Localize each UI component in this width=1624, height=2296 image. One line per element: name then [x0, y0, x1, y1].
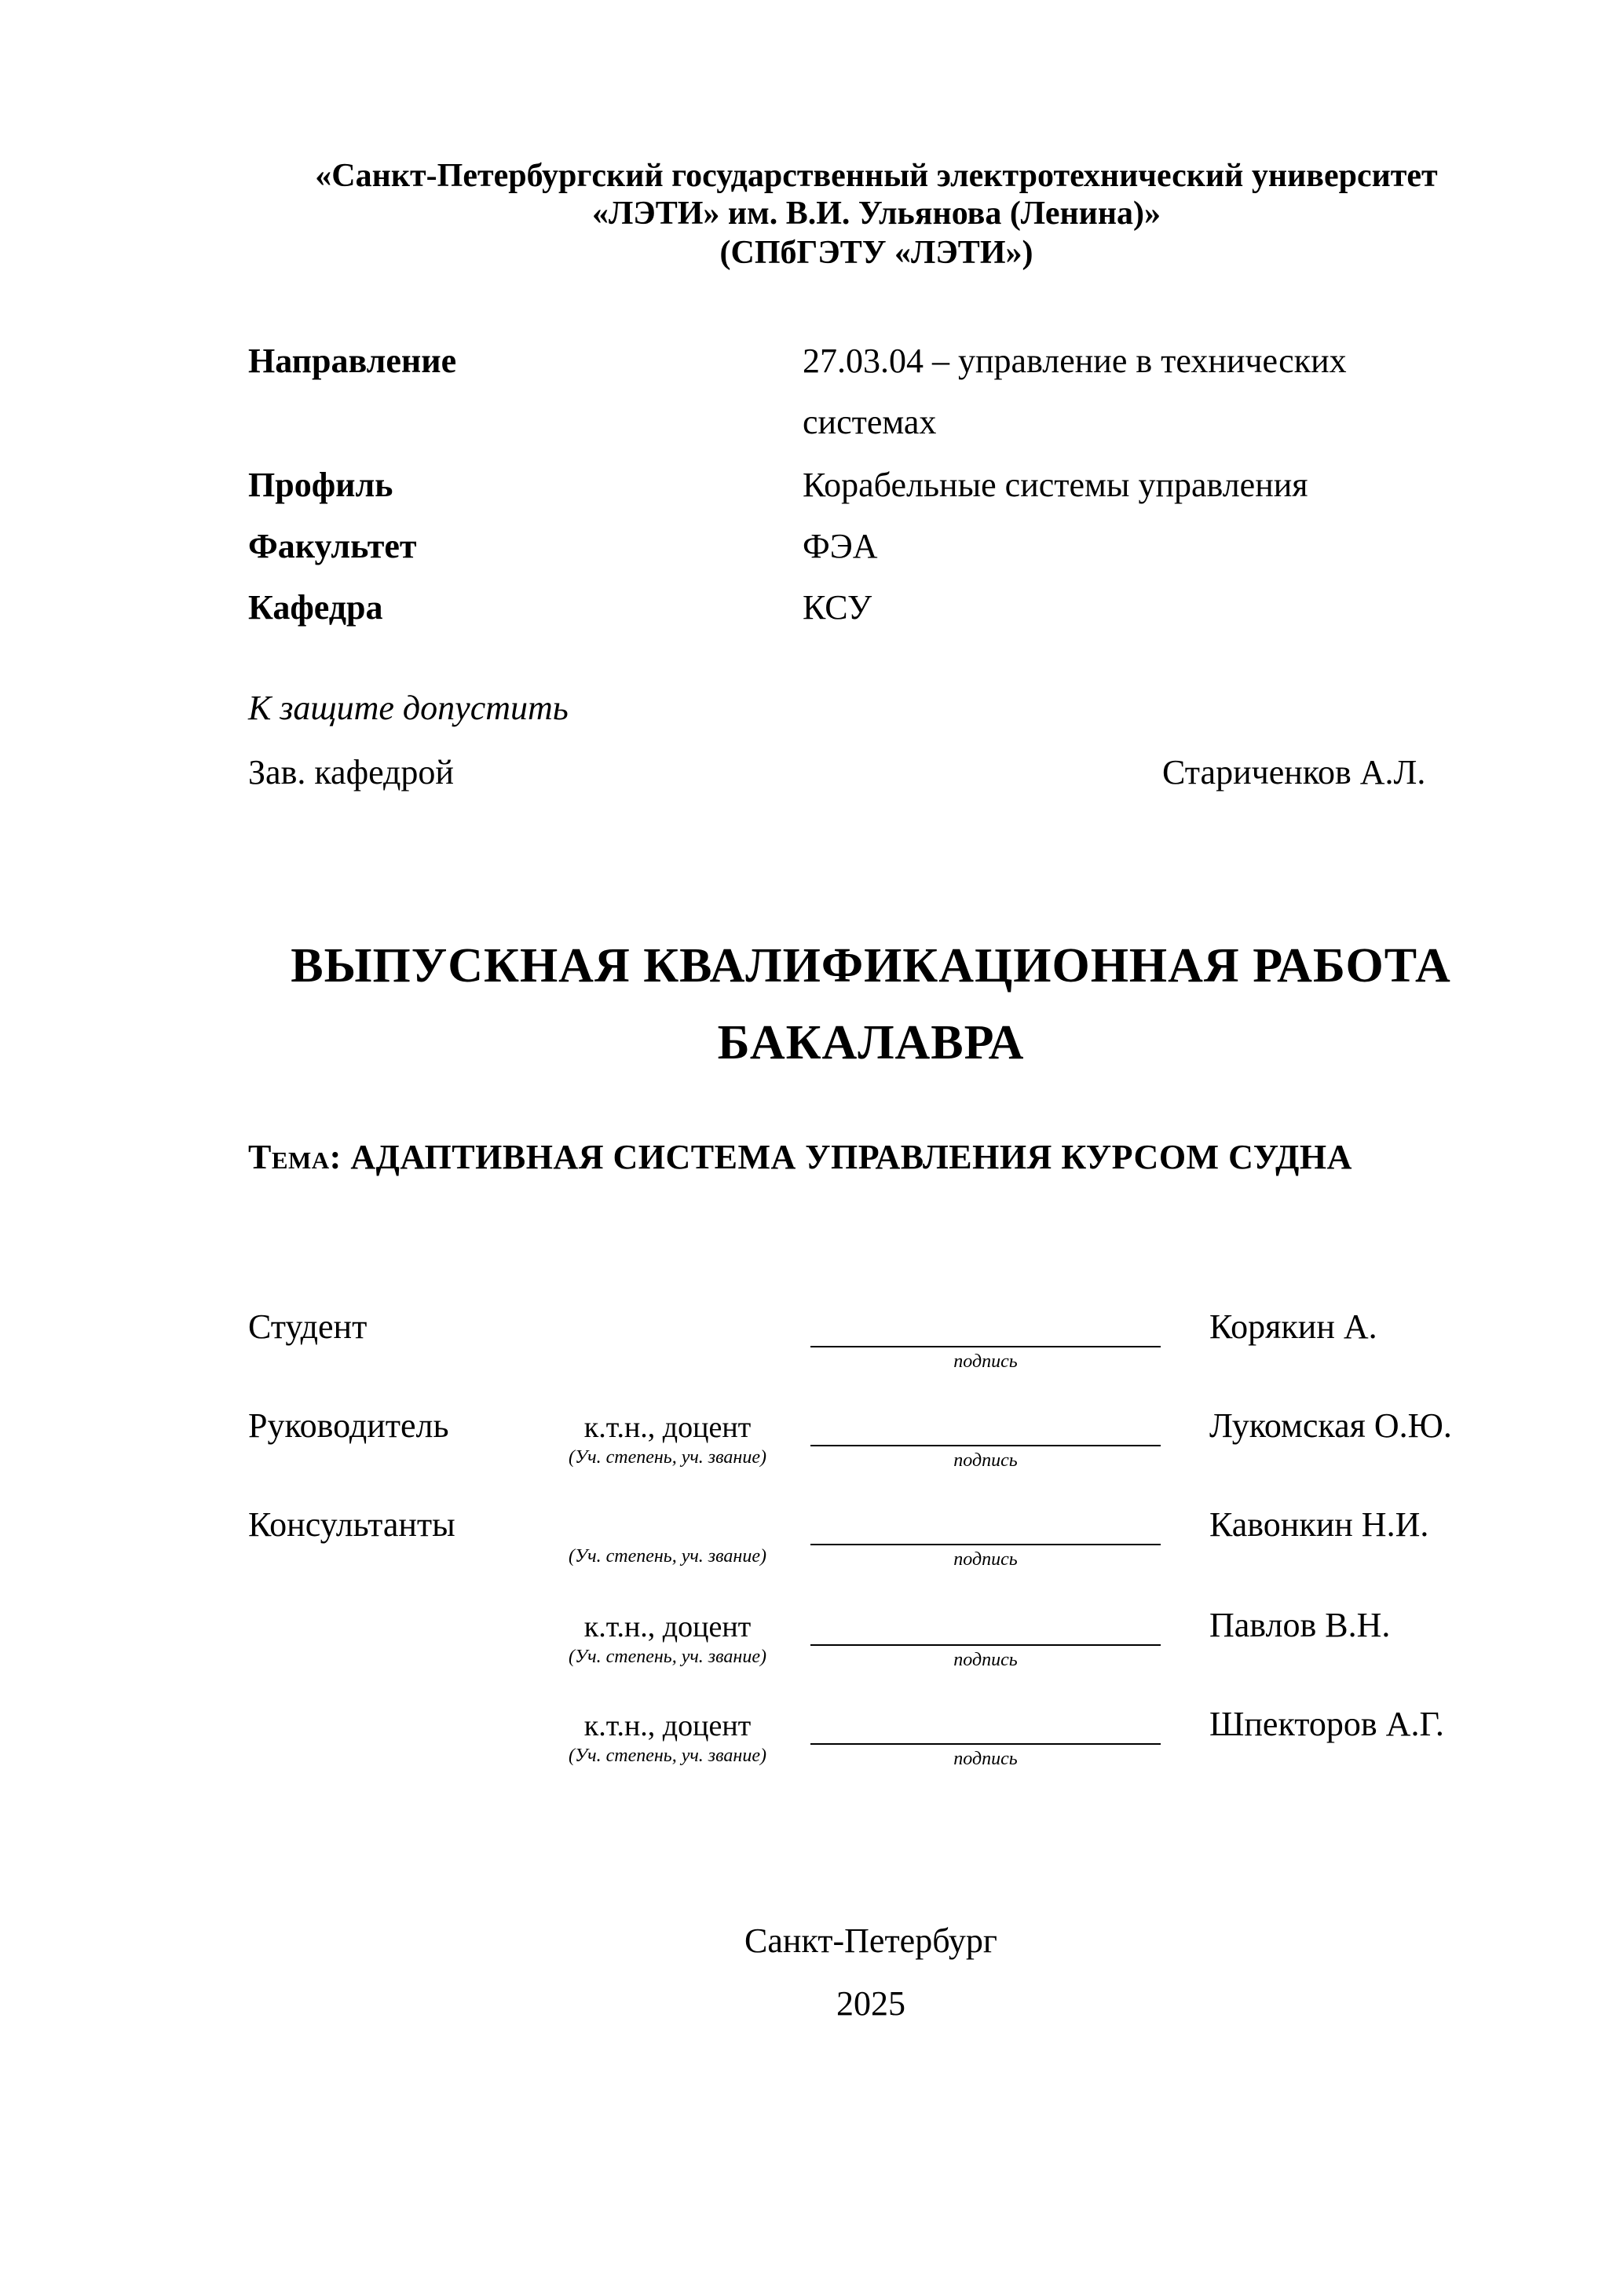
department-value: КСУ — [803, 588, 872, 627]
consultant3-signature-line — [810, 1743, 1161, 1745]
department-label: Кафедра — [248, 588, 383, 627]
consultant1-name: Кавонкин Н.И. — [1209, 1505, 1429, 1544]
supervisor-signature-caption: подпись — [953, 1450, 1018, 1471]
consultant3-degree-caption: (Уч. степень, уч. звание) — [569, 1746, 766, 1766]
head-of-department-label: Зав. кафедрой — [248, 753, 454, 792]
topic-label: Тема: — [248, 1138, 342, 1176]
student-signature-line — [810, 1346, 1161, 1347]
topic-text: АДАПТИВНАЯ СИСТЕМА УПРАВЛЕНИЯ КУРСОМ СУДНА — [350, 1138, 1352, 1176]
faculty-value: ФЭА — [803, 527, 878, 565]
student-name: Корякин А. — [1209, 1307, 1377, 1346]
supervisor-name: Лукомская О.Ю. — [1209, 1406, 1452, 1445]
consultant2-degree-caption: (Уч. степень, уч. звание) — [569, 1647, 766, 1667]
student-label: Студент — [248, 1307, 368, 1346]
admission-heading: К защите допустить — [248, 689, 569, 727]
direction-value-line2: системах — [803, 403, 937, 441]
topic-line — [248, 1137, 1352, 1178]
direction-label: Направление — [248, 342, 457, 380]
student-signature-caption: подпись — [953, 1351, 1018, 1372]
year: 2025 — [836, 1984, 905, 2023]
profile-label: Профиль — [248, 466, 393, 504]
consultant1-signature-caption: подпись — [953, 1549, 1018, 1570]
consultant1-degree-caption: (Уч. степень, уч. звание) — [569, 1546, 766, 1567]
direction-value-line1: 27.03.04 – управление в технических — [803, 342, 1347, 380]
consultant2-signature-line — [810, 1644, 1161, 1646]
work-title-line2: БАКАЛАВРА — [717, 1016, 1025, 1069]
profile-value: Корабельные системы управления — [803, 466, 1308, 504]
consultants-label: Консультанты — [248, 1505, 455, 1544]
supervisor-label: Руководитель — [248, 1406, 449, 1445]
supervisor-degree-caption: (Уч. степень, уч. звание) — [569, 1447, 766, 1468]
faculty-label: Факультет — [248, 527, 417, 565]
work-title-line1: ВЫПУСКНАЯ КВАЛИФИКАЦИОННАЯ РАБОТА — [291, 939, 1451, 993]
university-abbreviation: (СПбГЭТУ «ЛЭТИ») — [719, 235, 1033, 271]
consultant1-signature-line — [810, 1544, 1161, 1545]
university-name-line1: «Санкт-Петербургский государственный электротехнический университет — [315, 158, 1438, 194]
city: Санкт-Петербург — [744, 1921, 997, 1960]
consultant2-degree: к.т.н., доцент — [583, 1610, 752, 1643]
consultant3-name: Шпекторов А.Г. — [1209, 1705, 1444, 1743]
consultant3-signature-caption: подпись — [953, 1749, 1018, 1769]
head-of-department-name: Стариченков А.Л. — [1162, 753, 1426, 792]
university-name-line2: «ЛЭТИ» им. В.И. Ульянова (Ленина)» — [591, 196, 1161, 232]
supervisor-signature-line — [810, 1445, 1161, 1446]
consultant2-name: Павлов В.Н. — [1209, 1606, 1391, 1644]
supervisor-degree: к.т.н., доцент — [583, 1411, 752, 1444]
consultant2-signature-caption: подпись — [953, 1650, 1018, 1670]
consultant3-degree: к.т.н., доцент — [583, 1709, 752, 1742]
